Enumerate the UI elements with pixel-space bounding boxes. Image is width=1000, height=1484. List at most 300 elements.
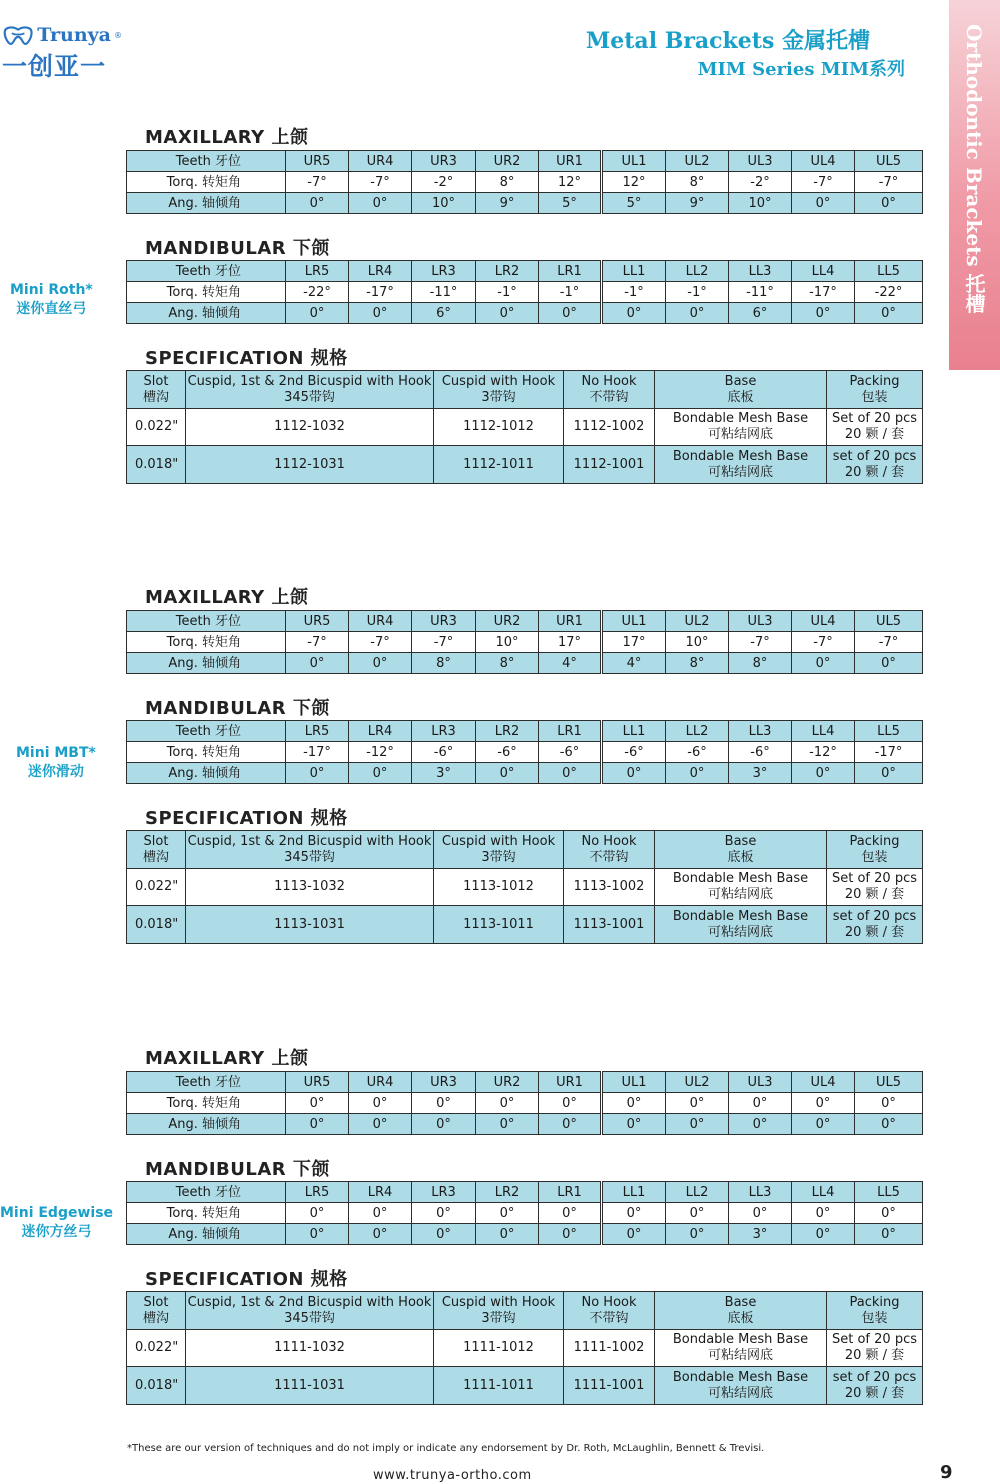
- table-cell: 6°: [729, 303, 792, 324]
- packing-info: [827, 869, 923, 906]
- teeth-row-label: Teeth 牙位: [127, 1182, 286, 1203]
- series-name-cn: 迷你直丝弓: [16, 301, 87, 317]
- table-cell: 0°: [349, 763, 412, 784]
- side-tab-label: Orthodontic Brackets 托槽: [962, 24, 986, 314]
- table-cell: 0°: [729, 1093, 792, 1114]
- table-cell: 0°: [286, 1224, 349, 1245]
- angulation-row-label: Ang. 轴倾角: [127, 1224, 286, 1245]
- table-cell: 10°: [729, 193, 792, 214]
- table-cell: 0°: [286, 303, 349, 324]
- table-cell: 0°: [476, 1224, 539, 1245]
- table-cell: LL3: [729, 1182, 792, 1203]
- angulation-row: [127, 303, 923, 324]
- table-cell: 8°: [666, 172, 729, 193]
- table-cell: UR5: [286, 611, 349, 632]
- table-cell: 5°: [602, 193, 666, 214]
- table-cell: UL2: [666, 151, 729, 172]
- table-cell: 10°: [412, 193, 476, 214]
- spec-header-line: 包装: [861, 849, 888, 865]
- base-type: [655, 1330, 827, 1367]
- packing-info: [827, 906, 923, 944]
- packing-line: 20 颗 / 套: [844, 924, 905, 940]
- table-cell: LL1: [602, 721, 666, 742]
- table-cell: 0°: [412, 1093, 476, 1114]
- base-line: 可粘结网底: [707, 427, 773, 442]
- table-cell: UR4: [349, 151, 412, 172]
- table-cell: 3°: [729, 763, 792, 784]
- table-cell: -7°: [855, 172, 923, 193]
- spec-header-line: 3带钩: [481, 1310, 516, 1326]
- angulation-row: [127, 1224, 923, 1245]
- table-cell: 0°: [792, 193, 855, 214]
- part-number-cuspid-hook: 1112-1012: [434, 409, 564, 446]
- packing-info: [827, 409, 923, 446]
- table-cell: LR5: [286, 1182, 349, 1203]
- part-number-cuspid-hook: 1111-1011: [434, 1367, 564, 1405]
- angulation-row-label: Ang. 轴倾角: [127, 1114, 286, 1135]
- table-cell: UL2: [666, 1072, 729, 1093]
- table-cell: LL4: [792, 261, 855, 282]
- table-cell: -1°: [666, 282, 729, 303]
- table-cell: 0°: [539, 763, 602, 784]
- table-cell: UR4: [349, 611, 412, 632]
- teeth-row: [127, 1182, 923, 1203]
- table-cell: UR2: [476, 151, 539, 172]
- mandibular-angle-table: [126, 1181, 923, 1245]
- table-cell: UL5: [855, 1072, 923, 1093]
- spec-header-line: 槽沟: [142, 389, 169, 405]
- table-cell: LR5: [286, 721, 349, 742]
- packing-line: set of 20 pcs: [832, 448, 917, 464]
- table-cell: 0°: [666, 303, 729, 324]
- table-cell: 0°: [792, 653, 855, 674]
- table-cell: UR1: [539, 611, 602, 632]
- table-cell: 12°: [539, 172, 602, 193]
- spec-header-line: 底板: [727, 849, 754, 865]
- table-cell: 0°: [666, 1203, 729, 1224]
- table-cell: 17°: [602, 632, 666, 653]
- spec-header-cuspid-hook: [434, 831, 564, 869]
- slot-size: 0.022": [127, 869, 186, 906]
- spec-row: [127, 906, 923, 944]
- table-cell: 0°: [349, 1114, 412, 1135]
- base-line: 可粘结网底: [707, 1385, 773, 1401]
- spec-header-line: Base: [724, 1294, 757, 1310]
- table-cell: -7°: [286, 632, 349, 653]
- table-cell: 0°: [729, 1203, 792, 1224]
- teeth-row: [127, 261, 923, 282]
- page-subtitle: MIM Series MIM系列: [697, 59, 905, 80]
- table-cell: 9°: [476, 193, 539, 214]
- table-cell: -7°: [729, 632, 792, 653]
- teeth-row: [127, 721, 923, 742]
- spec-header-cuspid-bicuspid-hook: [186, 1292, 434, 1330]
- table-cell: UR5: [286, 151, 349, 172]
- table-cell: 0°: [476, 1093, 539, 1114]
- table-cell: 0°: [286, 653, 349, 674]
- table-cell: 0°: [476, 1114, 539, 1135]
- part-number-cuspid-bicuspid-hook: 1113-1032: [186, 869, 434, 906]
- table-cell: 0°: [412, 1203, 476, 1224]
- angulation-row-label: Ang. 轴倾角: [127, 303, 286, 324]
- spec-header-line: Slot: [143, 833, 169, 849]
- table-cell: 0°: [602, 1114, 666, 1135]
- spec-header-packing: [827, 371, 923, 409]
- spec-header-line: 不带钩: [589, 389, 629, 405]
- table-cell: 0°: [792, 1203, 855, 1224]
- table-cell: 5°: [539, 193, 602, 214]
- table-cell: 0°: [666, 763, 729, 784]
- spec-header-base: [655, 831, 827, 869]
- spec-header-no-hook: [564, 371, 655, 409]
- table-cell: 0°: [855, 303, 923, 324]
- series-name-en: Mini Edgewise: [0, 1205, 114, 1221]
- table-cell: 3°: [729, 1224, 792, 1245]
- table-cell: LL4: [792, 1182, 855, 1203]
- table-cell: 8°: [412, 653, 476, 674]
- table-cell: LL2: [666, 1182, 729, 1203]
- brand-logo: [2, 24, 122, 83]
- table-cell: 0°: [855, 763, 923, 784]
- table-cell: 9°: [666, 193, 729, 214]
- packing-line: 20 颗 / 套: [844, 427, 905, 442]
- table-cell: -1°: [476, 282, 539, 303]
- table-cell: -7°: [349, 172, 412, 193]
- table-cell: LL1: [602, 1182, 666, 1203]
- table-cell: 0°: [286, 193, 349, 214]
- maxillary-angle-table: [126, 610, 923, 674]
- teeth-row-label: Teeth 牙位: [127, 151, 286, 172]
- maxillary-heading: MAXILLARY 上颌: [145, 127, 309, 148]
- table-cell: LR3: [412, 261, 476, 282]
- table-cell: 0°: [855, 1224, 923, 1245]
- table-cell: 0°: [349, 1093, 412, 1114]
- spec-header-row: [127, 1292, 923, 1330]
- spec-header-line: 345带钩: [284, 1310, 335, 1326]
- spec-header-line: No Hook: [581, 373, 637, 389]
- spec-header-cuspid-bicuspid-hook: [186, 831, 434, 869]
- table-cell: LL4: [792, 721, 855, 742]
- table-cell: 0°: [792, 1093, 855, 1114]
- mandibular-heading: MANDIBULAR 下颌: [145, 238, 330, 259]
- series-name-cn: 迷你滑动: [27, 764, 84, 780]
- table-cell: 0°: [602, 1203, 666, 1224]
- angulation-row: [127, 193, 923, 214]
- slot-size: 0.018": [127, 446, 186, 484]
- packing-line: 20 颗 / 套: [844, 1385, 905, 1401]
- table-cell: -17°: [855, 742, 923, 763]
- table-cell: 0°: [476, 303, 539, 324]
- teeth-row: [127, 1072, 923, 1093]
- slot-size: 0.018": [127, 1367, 186, 1405]
- table-cell: UR2: [476, 1072, 539, 1093]
- spec-header-packing: [827, 831, 923, 869]
- spec-header-cuspid-hook: [434, 1292, 564, 1330]
- table-cell: 0°: [855, 1114, 923, 1135]
- angulation-row-label: Ang. 轴倾角: [127, 193, 286, 214]
- spec-header-line: 包装: [861, 389, 888, 405]
- table-cell: -7°: [286, 172, 349, 193]
- table-cell: -2°: [729, 172, 792, 193]
- table-cell: 0°: [602, 763, 666, 784]
- spec-header-line: Packing: [849, 1294, 900, 1310]
- spec-header-cuspid-hook: [434, 371, 564, 409]
- mandibular-angle-table: [126, 260, 923, 324]
- packing-line: 20 颗 / 套: [844, 464, 905, 480]
- table-cell: LL1: [602, 261, 666, 282]
- teeth-row: [127, 151, 923, 172]
- torque-row-label: Torq. 转矩角: [127, 1203, 286, 1224]
- table-cell: 8°: [666, 653, 729, 674]
- table-cell: 0°: [539, 303, 602, 324]
- table-cell: 0°: [666, 1224, 729, 1245]
- table-cell: 0°: [792, 1114, 855, 1135]
- table-cell: UL3: [729, 151, 792, 172]
- table-cell: 4°: [539, 653, 602, 674]
- table-cell: -1°: [602, 282, 666, 303]
- table-cell: 0°: [349, 193, 412, 214]
- series-name-label: [10, 281, 93, 319]
- base-line: Bondable Mesh Base: [672, 1369, 809, 1385]
- torque-row: [127, 632, 923, 653]
- table-cell: UL2: [666, 611, 729, 632]
- spec-row: [127, 1330, 923, 1367]
- spec-header-line: No Hook: [581, 833, 637, 849]
- table-cell: -6°: [539, 742, 602, 763]
- table-cell: -6°: [666, 742, 729, 763]
- torque-row: [127, 282, 923, 303]
- table-cell: 8°: [476, 172, 539, 193]
- table-cell: -7°: [349, 632, 412, 653]
- spec-header-packing: [827, 1292, 923, 1330]
- table-cell: 10°: [476, 632, 539, 653]
- part-number-cuspid-bicuspid-hook: 1111-1032: [186, 1330, 434, 1367]
- part-number-cuspid-hook: 1111-1012: [434, 1330, 564, 1367]
- series-name-cn: 迷你方丝弓: [21, 1224, 92, 1240]
- table-cell: -7°: [792, 632, 855, 653]
- spec-header-line: Base: [724, 833, 757, 849]
- table-cell: UR2: [476, 611, 539, 632]
- table-cell: -12°: [349, 742, 412, 763]
- table-cell: 0°: [349, 1224, 412, 1245]
- table-cell: UR1: [539, 151, 602, 172]
- table-cell: LR4: [349, 1182, 412, 1203]
- table-cell: 0°: [412, 1114, 476, 1135]
- table-cell: 17°: [539, 632, 602, 653]
- spec-header-line: 槽沟: [142, 1310, 169, 1326]
- table-cell: UL3: [729, 611, 792, 632]
- base-line: Bondable Mesh Base: [672, 1332, 809, 1347]
- logo-chinese-name: 一创亚一: [2, 52, 107, 81]
- spec-row: [127, 446, 923, 484]
- mandibular-angle-table: [126, 720, 923, 784]
- table-cell: 0°: [666, 1114, 729, 1135]
- spec-header-line: Packing: [849, 373, 900, 389]
- footnote: *These are our version of techniques and do not imply or indicate any endorsement by Dr. Roth, McLaughlin, Bennett & Trevisi.: [127, 1443, 765, 1454]
- table-cell: 0°: [286, 1114, 349, 1135]
- part-number-cuspid-hook: 1113-1011: [434, 906, 564, 944]
- table-cell: -6°: [729, 742, 792, 763]
- table-cell: UR4: [349, 1072, 412, 1093]
- part-number-no-hook: 1113-1001: [564, 906, 655, 944]
- table-cell: 4°: [602, 653, 666, 674]
- teeth-row-label: Teeth 牙位: [127, 721, 286, 742]
- table-cell: LR5: [286, 261, 349, 282]
- specification-table: [126, 1291, 923, 1405]
- teeth-row-label: Teeth 牙位: [127, 1072, 286, 1093]
- table-cell: LR1: [539, 261, 602, 282]
- maxillary-heading: MAXILLARY 上颌: [145, 587, 309, 608]
- base-type: [655, 409, 827, 446]
- mandibular-heading: MANDIBULAR 下颌: [145, 698, 330, 719]
- table-cell: UL5: [855, 611, 923, 632]
- table-cell: -7°: [412, 632, 476, 653]
- table-cell: 0°: [792, 763, 855, 784]
- logo-brand-name: Trunya: [37, 24, 111, 46]
- table-cell: -7°: [855, 632, 923, 653]
- table-cell: -7°: [792, 172, 855, 193]
- series-name-label: [16, 744, 96, 782]
- packing-line: Set of 20 pcs: [832, 1332, 917, 1347]
- packing-info: [827, 1330, 923, 1367]
- spec-header-line: 3带钩: [481, 849, 516, 865]
- spec-header-line: 包装: [861, 1310, 888, 1326]
- table-cell: -17°: [349, 282, 412, 303]
- table-cell: 3°: [412, 763, 476, 784]
- table-cell: LL5: [855, 721, 923, 742]
- spec-header-line: Slot: [143, 373, 169, 389]
- base-type: [655, 869, 827, 906]
- table-cell: 0°: [602, 1093, 666, 1114]
- base-line: 可粘结网底: [707, 464, 773, 480]
- table-cell: 0°: [855, 653, 923, 674]
- torque-row: [127, 742, 923, 763]
- spec-row: [127, 1367, 923, 1405]
- table-cell: UR3: [412, 611, 476, 632]
- table-cell: UL1: [602, 611, 666, 632]
- angulation-row: [127, 653, 923, 674]
- table-cell: 0°: [855, 1203, 923, 1224]
- table-cell: 0°: [286, 763, 349, 784]
- table-cell: UL5: [855, 151, 923, 172]
- table-cell: 0°: [729, 1114, 792, 1135]
- table-cell: 0°: [539, 1224, 602, 1245]
- part-number-cuspid-bicuspid-hook: 1111-1031: [186, 1367, 434, 1405]
- packing-info: [827, 1367, 923, 1405]
- spec-header-cuspid-bicuspid-hook: [186, 371, 434, 409]
- spec-row: [127, 869, 923, 906]
- spec-header-line: 345带钩: [284, 849, 335, 865]
- table-cell: 0°: [412, 1224, 476, 1245]
- table-cell: 0°: [792, 303, 855, 324]
- base-line: 可粘结网底: [707, 887, 773, 902]
- spec-header-base: [655, 371, 827, 409]
- base-type: [655, 446, 827, 484]
- table-cell: -11°: [412, 282, 476, 303]
- table-cell: -22°: [286, 282, 349, 303]
- maxillary-angle-table: [126, 1071, 923, 1135]
- spec-header-row: [127, 371, 923, 409]
- table-cell: UR1: [539, 1072, 602, 1093]
- teeth-row: [127, 611, 923, 632]
- specification-table: [126, 830, 923, 944]
- angulation-row: [127, 763, 923, 784]
- series-name-en: Mini Roth*: [10, 282, 93, 298]
- table-cell: -11°: [729, 282, 792, 303]
- part-number-no-hook: 1111-1002: [564, 1330, 655, 1367]
- packing-line: Set of 20 pcs: [832, 871, 917, 886]
- angulation-row: [127, 1114, 923, 1135]
- table-cell: LR2: [476, 1182, 539, 1203]
- spec-header-line: No Hook: [581, 1294, 637, 1310]
- spec-header-line: Cuspid with Hook: [441, 373, 556, 389]
- table-cell: 0°: [602, 1224, 666, 1245]
- angulation-row-label: Ang. 轴倾角: [127, 763, 286, 784]
- spec-header-line: 不带钩: [589, 849, 629, 865]
- packing-line: set of 20 pcs: [832, 908, 917, 924]
- torque-row: [127, 172, 923, 193]
- packing-info: [827, 446, 923, 484]
- spec-header-line: Packing: [849, 833, 900, 849]
- table-cell: 0°: [855, 193, 923, 214]
- table-cell: 8°: [476, 653, 539, 674]
- table-cell: 12°: [602, 172, 666, 193]
- table-cell: 0°: [286, 1093, 349, 1114]
- base-type: [655, 906, 827, 944]
- table-cell: LL2: [666, 721, 729, 742]
- spec-header-line: Slot: [143, 1294, 169, 1310]
- table-cell: -2°: [412, 172, 476, 193]
- table-cell: LL5: [855, 261, 923, 282]
- specification-table: [126, 370, 923, 484]
- part-number-no-hook: 1112-1001: [564, 446, 655, 484]
- torque-row: [127, 1203, 923, 1224]
- table-cell: LL3: [729, 261, 792, 282]
- table-cell: 0°: [539, 1114, 602, 1135]
- side-category-tab: [949, 0, 1000, 370]
- packing-line: 20 颗 / 套: [844, 1348, 905, 1363]
- series-name-label: [0, 1204, 113, 1242]
- base-type: [655, 1367, 827, 1405]
- table-cell: LL3: [729, 721, 792, 742]
- table-cell: 10°: [666, 632, 729, 653]
- maxillary-angle-table: [126, 150, 923, 214]
- table-cell: -6°: [476, 742, 539, 763]
- table-cell: UL1: [602, 151, 666, 172]
- torque-row-label: Torq. 转矩角: [127, 282, 286, 303]
- torque-row-label: Torq. 转矩角: [127, 742, 286, 763]
- website-url[interactable]: www.trunya-ortho.com: [373, 1468, 532, 1483]
- table-cell: LR3: [412, 1182, 476, 1203]
- specification-heading: SPECIFICATION 规格: [145, 808, 348, 829]
- base-line: Bondable Mesh Base: [672, 908, 809, 924]
- table-cell: 0°: [349, 303, 412, 324]
- torque-row: [127, 1093, 923, 1114]
- spec-header-line: 底板: [727, 389, 754, 405]
- slot-size: 0.022": [127, 409, 186, 446]
- table-cell: 0°: [792, 1224, 855, 1245]
- spec-header-line: Cuspid, 1st & 2nd Bicuspid with Hook: [187, 1294, 432, 1310]
- table-cell: 0°: [476, 1203, 539, 1224]
- table-cell: UL4: [792, 151, 855, 172]
- table-cell: UR3: [412, 1072, 476, 1093]
- table-cell: 0°: [602, 303, 666, 324]
- registered-mark: ®: [114, 30, 122, 40]
- base-line: 可粘结网底: [707, 924, 773, 940]
- table-cell: LR4: [349, 721, 412, 742]
- spec-header-no-hook: [564, 1292, 655, 1330]
- spec-header-line: 槽沟: [142, 849, 169, 865]
